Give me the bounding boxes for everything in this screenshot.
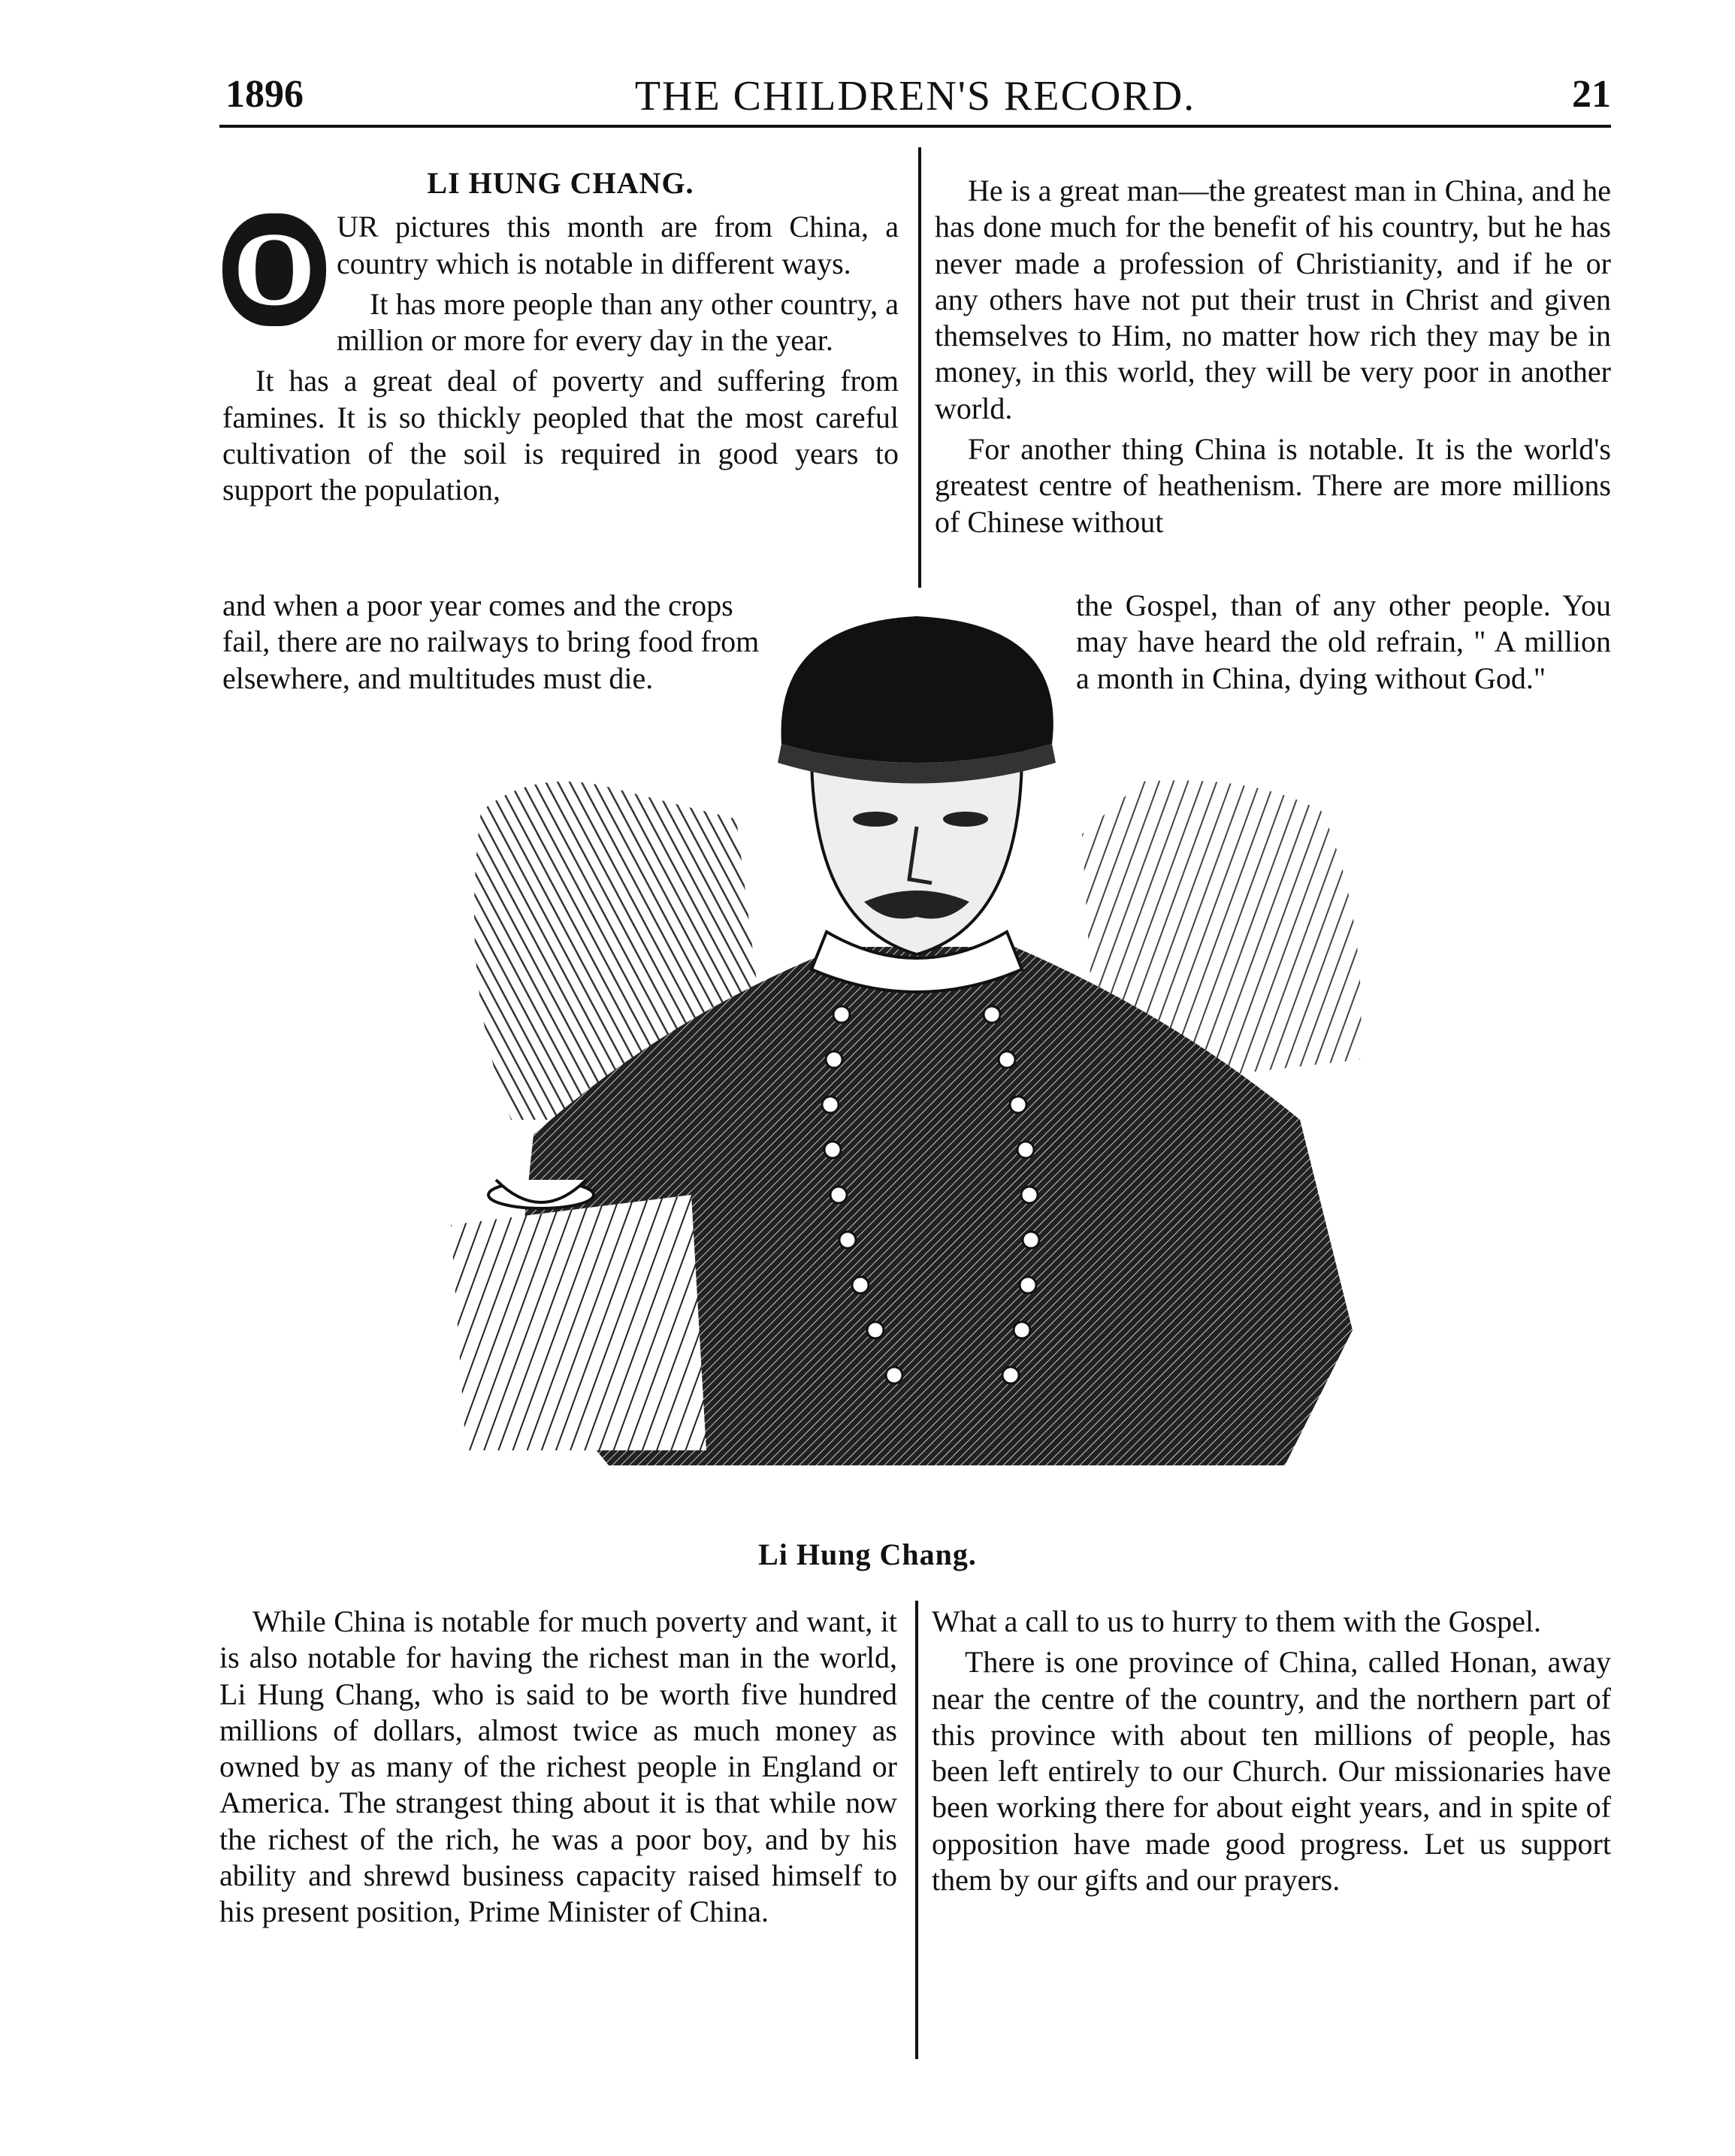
article-title: LI HUNG CHANG. (427, 166, 694, 200)
paragraph-heathenism-cont: the Gospel, than of any other people. You may have heard the old refrain, " A million a month in China, dying without God." (1076, 588, 1611, 695)
header-rule (219, 125, 1611, 128)
lower-left-column (219, 1604, 897, 1935)
upper-right-column (935, 173, 1611, 545)
paragraph-famines-cont: and when a poor year comes and the crops fail, there are no railways to bring food from elsewhere, and multitudes must die. (222, 588, 760, 695)
upper-column-divider (918, 147, 921, 588)
lower-right-column (932, 1604, 1611, 1903)
paragraph-richest-man: While China is notable for much poverty and want, it is also notable for having the richest man in the world, Li Hung Chang, who is said to be worth five hundred millions of dollars, almost twice as much money as owned by as many of the richest people in England or America. The strangest thing about it is that while now the richest of the rich, he was a poor boy, and by his ability and shrewd business capacity raised himself to his present position, Prime Minister of China. (219, 1604, 897, 1929)
paragraph-famines: It has a great deal of poverty and suffering from famines. It is so thickly peopled that the most careful cultivation of the soil is required in good years to support the population, (222, 364, 899, 507)
page-number: 21 (1572, 73, 1611, 116)
li-hung-chang-portrait (421, 594, 1428, 1526)
paragraph-greatest-man: He is a great man—the greatest man in China, and he has done much for the benefit of his country, but he has never made a profession of Christianity, and if he or any others have not put their trust in Christ and given themselves to Him, no matter how rich they may be in money, in this world, they will be very poor in another world. (935, 174, 1611, 425)
drop-cap: O (222, 213, 326, 326)
lower-column-divider (915, 1601, 918, 2059)
publication-title: THE CHILDREN'S RECORD. (634, 73, 1196, 119)
intro-text: UR pictures this month are from China, a country which is notable in different ways. (337, 210, 899, 280)
upper-left-column (222, 165, 899, 513)
paragraph-heathenism: For another thing China is notable. It is the world's greatest centre of heathenism. There are more millions of Chinese without (935, 432, 1611, 539)
figure-caption: Li Hung Chang. (758, 1538, 977, 1571)
paragraph-population: It has more people than any other country, a million or more for every day in the year. (337, 286, 899, 358)
running-header (219, 72, 1611, 126)
paragraph-honan: There is one province of China, called Honan, away near the centre of the country, and the northern part of this province with about ten millions of people, has been left entirely to our Church. Our missionaries have been working there for about eight years, and in spite of opposition have made good progress. Let us support them by our gifts and our prayers. (932, 1645, 1611, 1897)
paragraph-call: What a call to us to hurry to them with the Gospel. (932, 1604, 1541, 1638)
header-year: 1896 (225, 73, 304, 116)
